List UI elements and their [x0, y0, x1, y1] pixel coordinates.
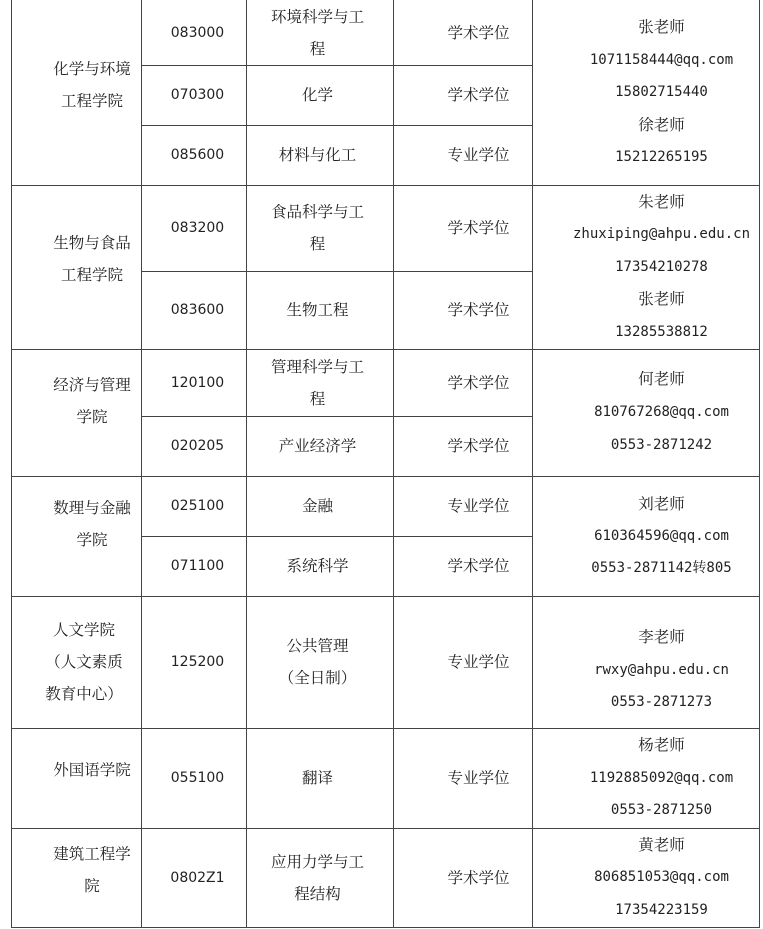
- row-rule: [11, 349, 760, 350]
- college-name-line: 学院: [76, 407, 108, 426]
- program-name-line: 生物工程: [286, 301, 349, 319]
- college-name-line: 经济与管理: [53, 375, 131, 394]
- contact-info: [590, 11, 733, 174]
- program-name-line: 程: [309, 39, 326, 58]
- program-code: [171, 762, 224, 794]
- degree-type-line: 学术学位: [447, 86, 510, 104]
- contact-phone: 0553-2871250: [610, 802, 713, 819]
- contact-phone: 0553-2871142转805: [591, 560, 732, 576]
- degree-type: [447, 490, 509, 522]
- program-code: [171, 294, 224, 326]
- row-rule: [11, 596, 760, 597]
- program-code-line: 025100: [170, 498, 225, 514]
- program-code: [171, 430, 224, 462]
- program-name-line: （全日制）: [278, 669, 357, 687]
- degree-type: [447, 294, 509, 326]
- program-code-line: 083600: [170, 302, 225, 318]
- contact-info: [594, 829, 729, 927]
- program-code: [171, 367, 224, 399]
- contact-info: [590, 729, 733, 827]
- contact-email[interactable]: rwxy@ahpu.edu.cn: [594, 661, 729, 678]
- subrow-rule: [141, 536, 533, 537]
- column-rule: [246, 0, 247, 928]
- program-name: [271, 846, 364, 910]
- program-code: [171, 212, 224, 244]
- college-name-line: 生物与食品: [53, 234, 131, 252]
- contact-teacher: 张老师: [638, 290, 685, 309]
- program-name: [302, 762, 333, 794]
- college-name: [53, 838, 131, 902]
- degree-type-line: 专业学位: [447, 497, 510, 515]
- program-name-line: 应用力学与工: [270, 852, 365, 871]
- college-name-line: 院: [84, 876, 100, 895]
- program-code: [171, 646, 224, 678]
- college-name: [53, 369, 131, 433]
- program-code: [171, 490, 224, 522]
- college-name-line: 化学与环境: [53, 59, 131, 78]
- program-code-line: 020205: [170, 438, 225, 454]
- contact-phone: 15802715440: [615, 84, 708, 101]
- contact-teacher: 李老师: [638, 628, 685, 647]
- program-name-line: 程: [309, 235, 326, 253]
- contact-phone: 0553-2871242: [610, 437, 713, 453]
- college-name-line: 学院: [76, 531, 108, 549]
- degree-type: [447, 550, 509, 582]
- contact-info: [573, 186, 750, 349]
- program-name: [302, 79, 333, 111]
- program-name-line: 程: [309, 389, 326, 408]
- college-name-line: 工程学院: [60, 91, 124, 110]
- contact-email[interactable]: 806851053@qq.com: [594, 869, 729, 886]
- contact-email[interactable]: 810767268@qq.com: [594, 404, 729, 420]
- contact-phone: 15212265195: [615, 149, 708, 166]
- program-name: [286, 294, 348, 326]
- college-name: [53, 227, 131, 291]
- college-name-line: 建筑工程学: [53, 844, 131, 863]
- contact-phone: 17354210278: [615, 258, 708, 275]
- contact-info: [594, 621, 729, 719]
- contact-info: [594, 363, 729, 462]
- degree-type: [447, 862, 509, 894]
- contact-teacher: 张老师: [638, 18, 685, 37]
- program-name: [271, 196, 364, 260]
- degree-type: [447, 139, 509, 171]
- college-name-line: （人文素质: [45, 653, 123, 671]
- program-code-line: 083200: [170, 220, 225, 236]
- degree-type: [447, 367, 509, 399]
- program-name: [279, 430, 357, 462]
- contact-teacher: 徐老师: [638, 115, 685, 134]
- program-name-line: 翻译: [301, 769, 334, 787]
- program-name-line: 化学: [301, 86, 334, 104]
- subrow-rule: [141, 65, 533, 66]
- column-rule: [141, 0, 142, 928]
- column-rule: [11, 0, 12, 928]
- program-name-line: 管理科学与工: [270, 357, 365, 376]
- program-name-line: 环境科学与工: [270, 7, 365, 26]
- program-name: [279, 139, 357, 171]
- college-name: [53, 754, 131, 786]
- degree-type: [447, 646, 509, 678]
- contact-email[interactable]: 610364596@qq.com: [594, 528, 729, 544]
- row-rule: [11, 476, 760, 477]
- degree-type-line: 学术学位: [447, 557, 510, 575]
- college-name-line: 教育中心）: [45, 685, 123, 703]
- degree-type: [447, 762, 509, 794]
- contact-teacher: 朱老师: [638, 192, 685, 211]
- program-code: [171, 79, 224, 111]
- program-code-line: 071100: [170, 558, 225, 574]
- row-rule: [11, 927, 760, 928]
- college-name-line: 工程学院: [60, 266, 124, 284]
- contact-email[interactable]: 1071158444@qq.com: [589, 51, 734, 68]
- program-code: [171, 17, 224, 49]
- degree-type-line: 学术学位: [447, 373, 510, 392]
- degree-type-line: 学术学位: [447, 437, 510, 455]
- program-name: [286, 550, 348, 582]
- program-name: [302, 490, 333, 522]
- subrow-rule: [141, 416, 533, 417]
- degree-type: [447, 17, 509, 49]
- program-name-line: 金融: [301, 497, 334, 515]
- contact-teacher: 杨老师: [638, 736, 685, 755]
- college-name-line: 外国语学院: [53, 761, 131, 779]
- contact-info: [591, 488, 731, 584]
- program-name: [271, 351, 364, 415]
- contact-teacher: 何老师: [638, 370, 685, 388]
- program-code-line: 085600: [170, 147, 225, 163]
- degree-type-line: 专业学位: [447, 769, 510, 787]
- program-code-line: 083000: [170, 24, 225, 41]
- degree-type: [447, 212, 509, 244]
- degree-type-line: 专业学位: [447, 653, 510, 671]
- contact-email[interactable]: 1192885092@qq.com: [589, 769, 734, 786]
- contact-teacher: 刘老师: [638, 495, 685, 513]
- program-name-line: 系统科学: [286, 557, 349, 575]
- contact-phone: 17354223159: [615, 901, 708, 918]
- degree-type-line: 学术学位: [447, 219, 510, 237]
- program-name: [279, 630, 357, 694]
- program-name: [271, 1, 364, 65]
- subrow-rule: [141, 125, 533, 126]
- degree-type-line: 学术学位: [447, 868, 510, 887]
- program-code-line: 0802Z1: [170, 869, 225, 886]
- program-code-line: 070300: [170, 87, 225, 103]
- college-name-line: 数理与金融: [53, 499, 131, 517]
- program-code-line: 120100: [170, 374, 225, 391]
- college-name-line: 人文学院: [52, 621, 116, 639]
- program-name-line: 产业经济学: [278, 437, 357, 455]
- college-name: [53, 53, 131, 117]
- contact-teacher: 黄老师: [638, 835, 685, 854]
- subrow-rule: [141, 271, 533, 272]
- column-rule: [532, 0, 533, 928]
- program-name-line: 公共管理: [286, 637, 349, 655]
- column-rule: [393, 0, 394, 928]
- degree-type-line: 学术学位: [447, 23, 510, 42]
- degree-type-line: 学术学位: [447, 301, 510, 319]
- program-code-line: 125200: [170, 654, 225, 670]
- degree-type: [447, 79, 509, 111]
- program-code: [171, 139, 224, 171]
- program-code-line: 055100: [170, 770, 225, 786]
- contact-email[interactable]: zhuxiping@ahpu.edu.cn: [572, 226, 751, 243]
- college-name: [53, 492, 131, 556]
- program-code: [170, 862, 224, 894]
- degree-type-line: 专业学位: [447, 146, 510, 164]
- contact-phone: 0553-2871273: [610, 694, 713, 711]
- column-rule: [759, 0, 760, 928]
- college-name: [45, 614, 123, 710]
- program-name-line: 食品科学与工: [270, 203, 365, 221]
- contact-phone: 13285538812: [615, 323, 708, 340]
- program-code: [171, 550, 224, 582]
- program-name-line: 程结构: [294, 884, 341, 903]
- degree-type: [447, 430, 509, 462]
- program-name-line: 材料与化工: [278, 146, 357, 164]
